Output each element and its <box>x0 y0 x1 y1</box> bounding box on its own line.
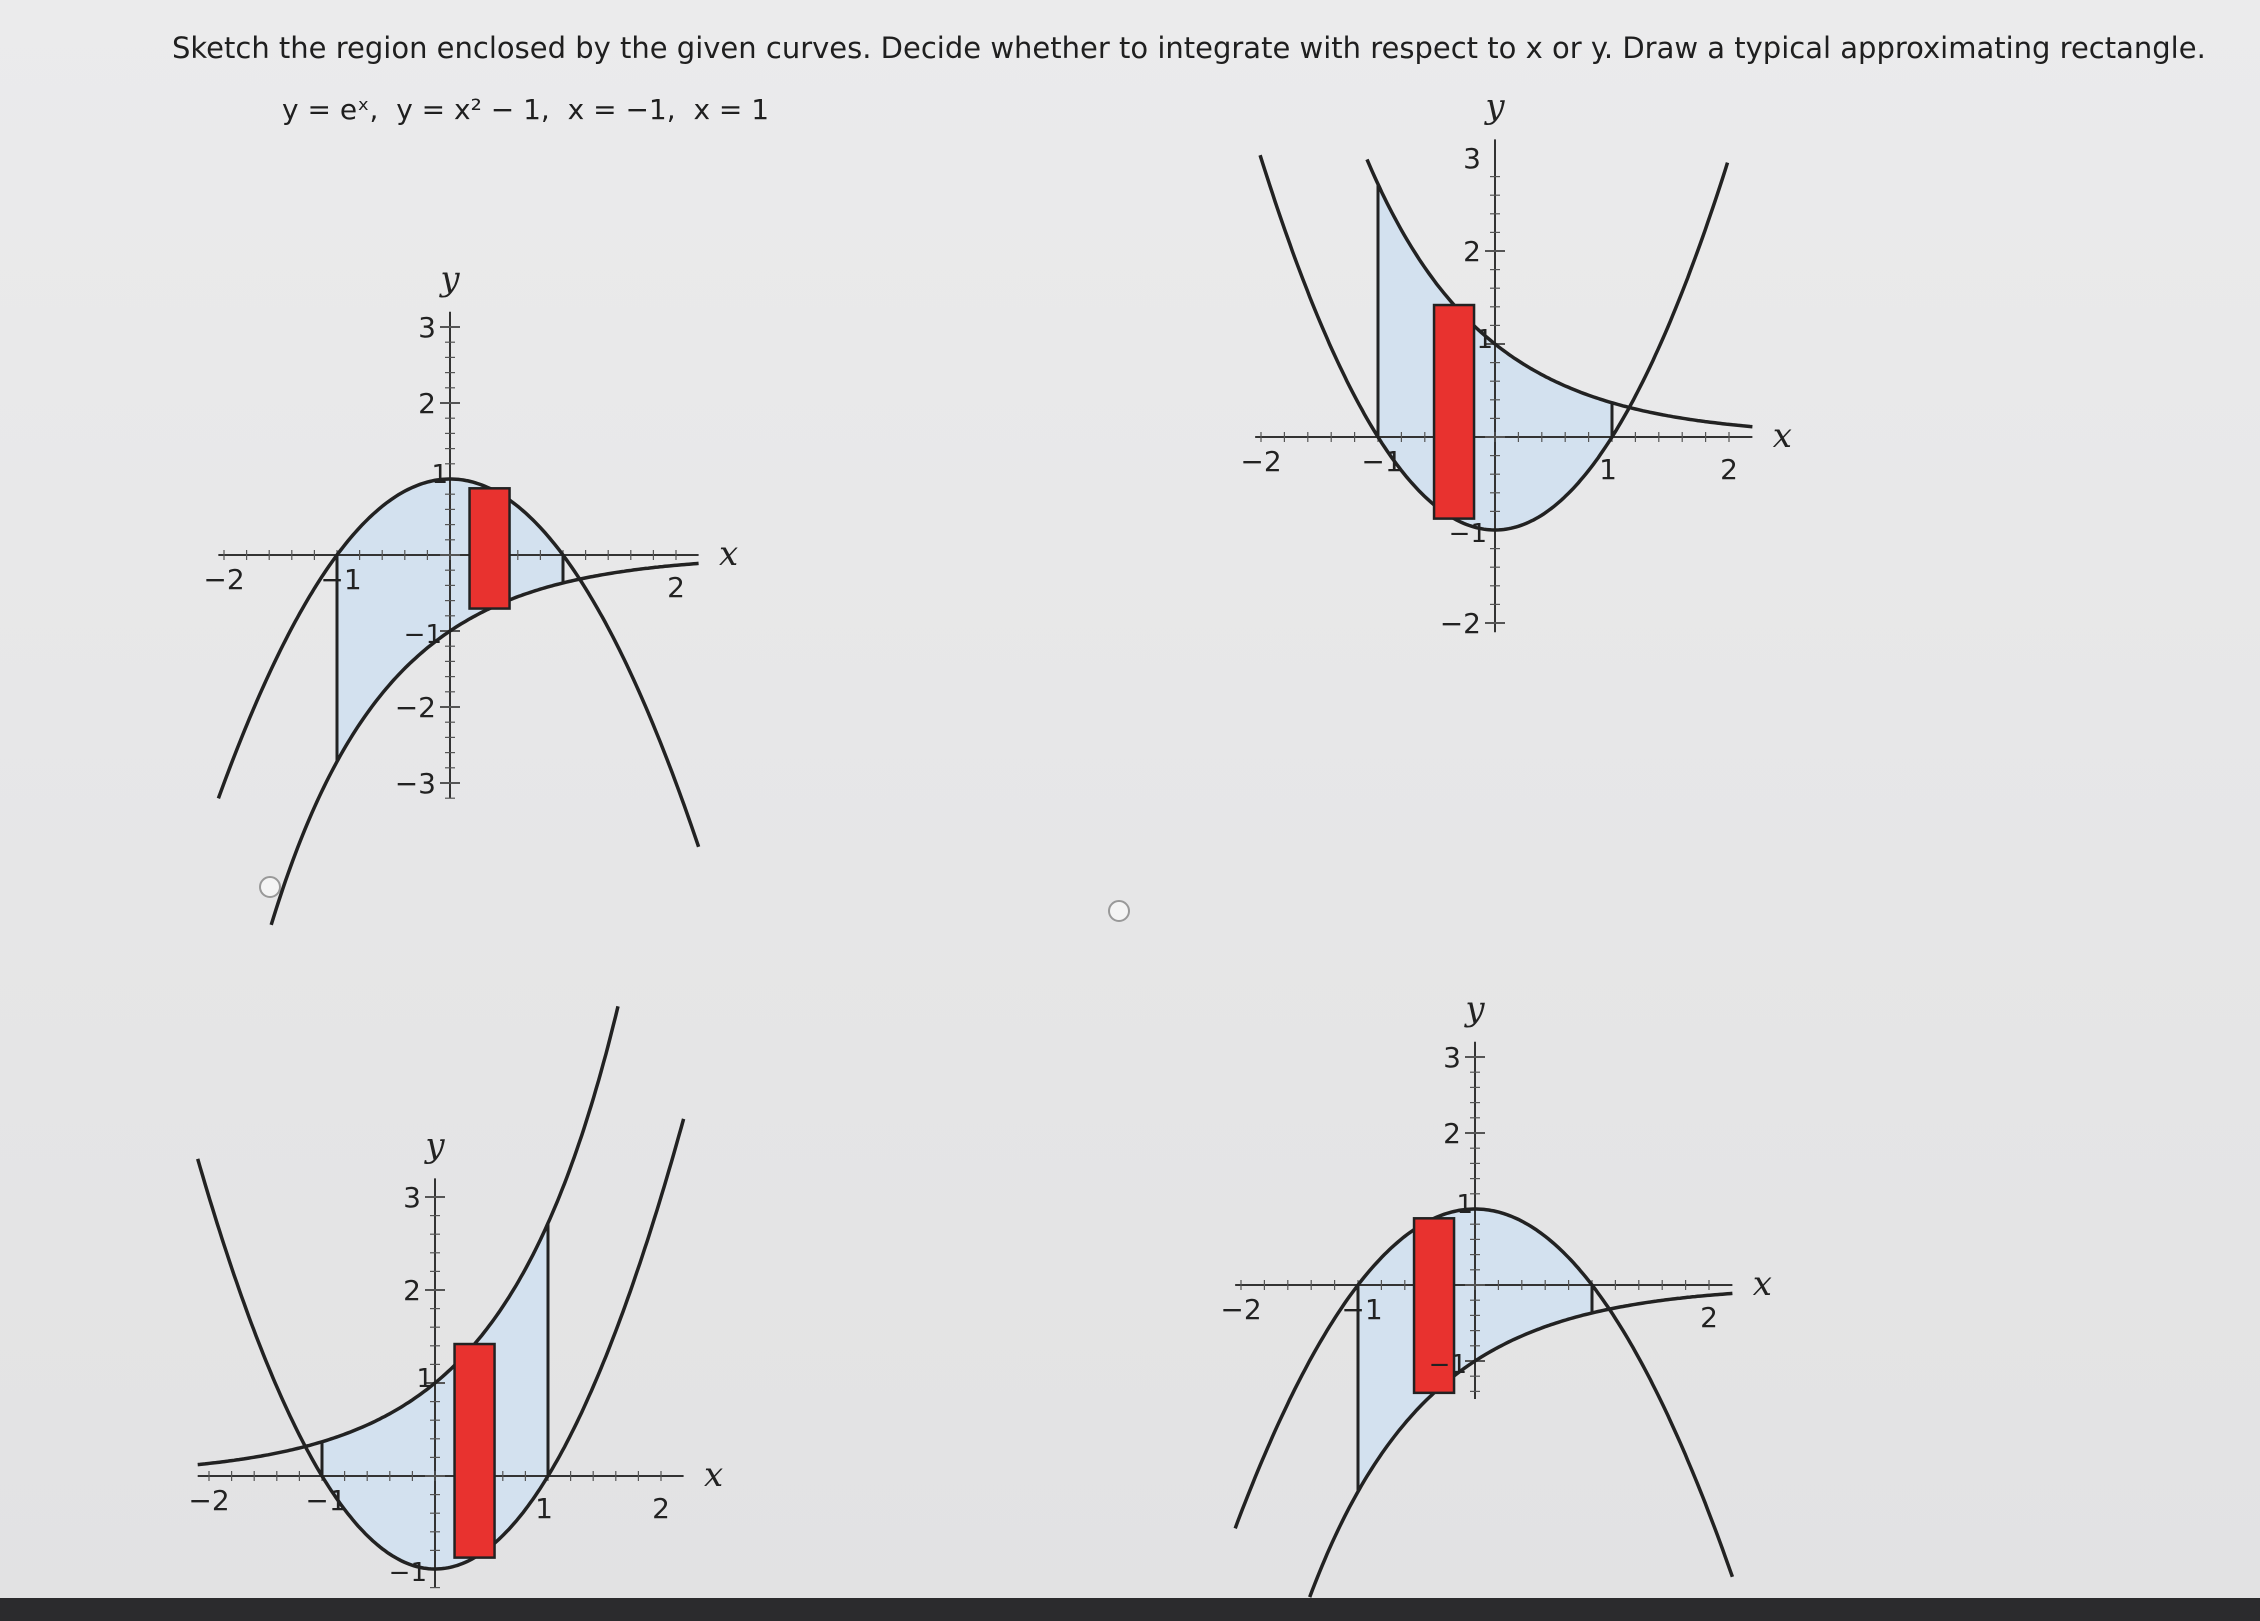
given-curves <box>282 90 769 130</box>
option-b-radio[interactable] <box>1108 900 1130 922</box>
y-tick-label-1: 1 <box>1476 325 1493 355</box>
x-tick-label-2: 2 <box>652 1492 670 1525</box>
option-c-graph[interactable] <box>188 1005 1020 1605</box>
y-tick-label-1: 1 <box>1456 1190 1473 1220</box>
curve-eq-4: x = 1 <box>693 93 770 126</box>
curve-eq-3: x = −1, <box>567 93 676 126</box>
option-d-graph[interactable] <box>1110 988 1910 1598</box>
y-tick-label-3: 3 <box>418 311 436 344</box>
y-tick-label-2: 2 <box>418 387 436 420</box>
option-a-radio[interactable] <box>259 876 281 898</box>
x-tick-label-neg2: −2 <box>1220 1293 1262 1326</box>
x-tick-label-neg2: −2 <box>203 563 245 596</box>
approximating-rectangle <box>470 488 510 608</box>
y-tick-label-neg2: −2 <box>1439 607 1481 640</box>
option-a-graph[interactable] <box>203 160 1020 920</box>
curve-1 <box>271 563 698 925</box>
y-tick-label-neg3: −3 <box>394 767 436 800</box>
x-axis-label: x <box>704 1455 724 1495</box>
x-tick-label-neg2: −2 <box>188 1484 230 1517</box>
y-tick-label-neg1: −1 <box>403 620 442 650</box>
x-axis-label: x <box>1752 1264 1772 1304</box>
approximating-rectangle <box>1434 305 1474 519</box>
y-tick-label-neg1: −1 <box>1428 1350 1467 1380</box>
y-axis-label: y <box>440 258 460 299</box>
y-tick-label-3: 3 <box>1443 1041 1461 1074</box>
x-tick-label-neg1: −1 <box>1341 1293 1383 1326</box>
x-tick-label-neg2: −2 <box>1240 445 1282 478</box>
x-tick-label-neg1: −1 <box>1361 445 1403 478</box>
y-tick-label-neg1: −1 <box>388 1558 427 1588</box>
y-tick-label-2: 2 <box>1443 1117 1461 1150</box>
approximating-rectangle <box>455 1344 495 1558</box>
curve-eq-1: y = eˣ, <box>282 93 379 126</box>
option-b-graph[interactable] <box>1130 86 1910 940</box>
x-axis-label: x <box>1772 416 1792 456</box>
question-prompt: Sketch the region enclosed by the given curves. Decide whether to integrate with respect to x or y. Draw a typical approximating rectangle. <box>172 31 2206 65</box>
y-axis-label: y <box>425 1125 445 1166</box>
x-tick-label-neg1: −1 <box>305 1484 347 1517</box>
x-tick-label-2: 2 <box>1720 453 1738 486</box>
y-tick-label-neg2: −2 <box>394 691 436 724</box>
x-tick-label-2: 2 <box>667 571 685 604</box>
curve-1 <box>198 1006 618 1464</box>
y-tick-label-3: 3 <box>403 1181 421 1214</box>
y-axis-label: y <box>1465 988 1485 1029</box>
y-axis-label: y <box>1485 86 1505 127</box>
x-axis-label: x <box>719 534 739 574</box>
y-tick-label-2: 2 <box>403 1274 421 1307</box>
y-tick-label-neg1: −1 <box>1448 519 1487 549</box>
x-tick-label-neg1: −1 <box>320 563 362 596</box>
curve-eq-2: y = x² − 1, <box>396 93 550 126</box>
y-tick-label-1: 1 <box>416 1364 433 1394</box>
y-tick-label-1: 1 <box>431 460 448 490</box>
screen-bottom-edge <box>0 1598 2260 1621</box>
x-tick-label-1: 1 <box>1599 453 1617 486</box>
x-tick-label-2: 2 <box>1700 1301 1718 1334</box>
y-tick-label-3: 3 <box>1463 142 1481 175</box>
x-tick-label-1: 1 <box>535 1492 553 1525</box>
y-tick-label-2: 2 <box>1463 235 1481 268</box>
